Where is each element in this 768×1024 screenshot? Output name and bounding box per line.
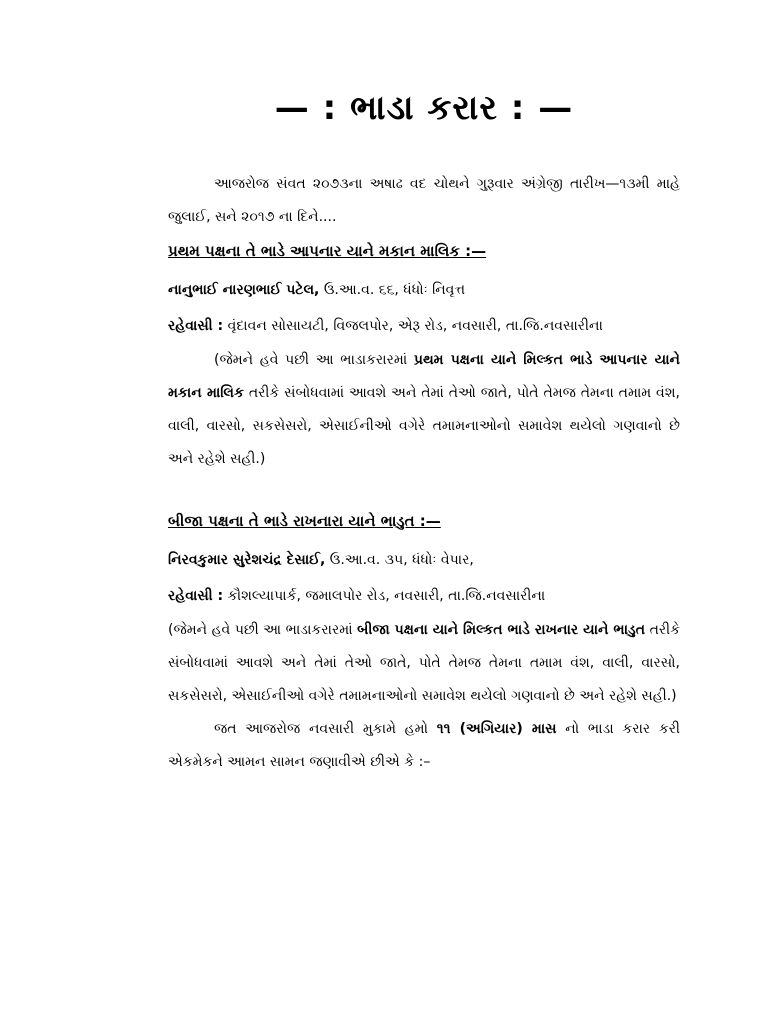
closing-paragraph (168, 713, 680, 779)
document-page (168, 80, 680, 779)
party2-description (168, 614, 680, 713)
closing-part1: જત આજરોજ નવસારી મુકામે હમો (214, 721, 429, 737)
party1-name-line (168, 272, 680, 308)
closing-part2: નો ભાડા કરાર કરી એકમેકને આમન સામન જણાવીએ છીએ કે :– (168, 721, 681, 770)
section-gap (168, 476, 680, 504)
party1-resident-address: વૃંદાવન સોસાયટી, વિજલપોર, એરૂ રોડ, નવસારી, તા.જિ.નવસારીના (227, 318, 603, 334)
party1-desc-part1: (જેમને હવે પછી આ ભાડાકરારમાં (214, 352, 408, 368)
party2-resident-label: રહેવાસી : (168, 588, 224, 604)
closing-duration: ૧૧ (અગિયાર) માસ (436, 721, 557, 737)
party1-description (168, 344, 680, 476)
party2-name-line (168, 542, 680, 578)
party2-desc-part1: (જેમને હવે પછી આ ભાડાકરારમાં (168, 622, 353, 638)
party1-desc-part2: તરીકે સંબોધવામાં આવશે અને તેમાં તેઓ જાતે, પોતે તેમજ તેમના તમામ વંશ, વાલી, વારસો, સકસેસરો, એસાઈનીઓ વગેરે તમામનાઓનો સમાવેશ થયેલો ગણવાનો છે અને રહેશે સહી.) (168, 385, 681, 467)
party1-desc-bold: પ્રથમ પક્ષના યાને મિલ્કત ભાડે આપનાર યાને મકાન માલિક (168, 352, 680, 401)
document-title: — : ભાડા કરાર : — (274, 88, 574, 128)
party2-resident-address: કૌશલ્યાપાર્ક, જમાલપોર રોડ, નવસારી, તા.જિ.નવસારીના (227, 588, 546, 604)
intro-paragraph: આજરોજ સંવત ૨૦૭૩ના અષાઢ વદ ચોથને ગુરૂવાર અંગ્રેજી તારીખ—૧૩મી માહે જુલાઈ, સને ૨૦૧૭ ના દિને.... (168, 176, 680, 225)
party2-desc-part2: તરીકે સંબોધવામાં આવશે અને તેમાં તેઓ જાતે, પોતે તેમજ તેમના તમામ વંશ, વાલી, વારસો, સકસેસરો, એસાઈનીઓ વગેરે તમામનાઓનો સમાવેશ થયેલો ગણવાનો છે અને રહેશે સહી.) (168, 622, 681, 704)
party2-desc-bold: બીજા પક્ષના યાને મિલ્કત ભાડે રાખનાર યાને ભાડુત (357, 622, 646, 638)
party1-age-occupation: ઉ.આ.વ. ૬૬, ધંધોઃ નિવૃત્ત (323, 282, 466, 298)
party1-resident-line (168, 308, 680, 344)
party2-age-occupation: ઉ.આ.વ. ૩૫, ધંધોઃ વેપાર, (329, 552, 474, 568)
party2-heading: બીજા પક્ષના તે ભાડે રાખનારા યાને ભાડુત :— (168, 512, 441, 530)
party2-name: નિરવકુમાર સુરેશચંદ્ર દેસાઈ, (168, 552, 326, 568)
party1-name: નાનુભાઈ નારણભાઈ પટેલ, (168, 282, 320, 298)
party2-resident-line (168, 578, 680, 614)
party1-resident-label: રહેવાસી : (168, 318, 224, 334)
party1-heading: પ્રથમ પક્ષના તે ભાડે આપનાર યાને મકાન માલિક :— (168, 242, 487, 260)
